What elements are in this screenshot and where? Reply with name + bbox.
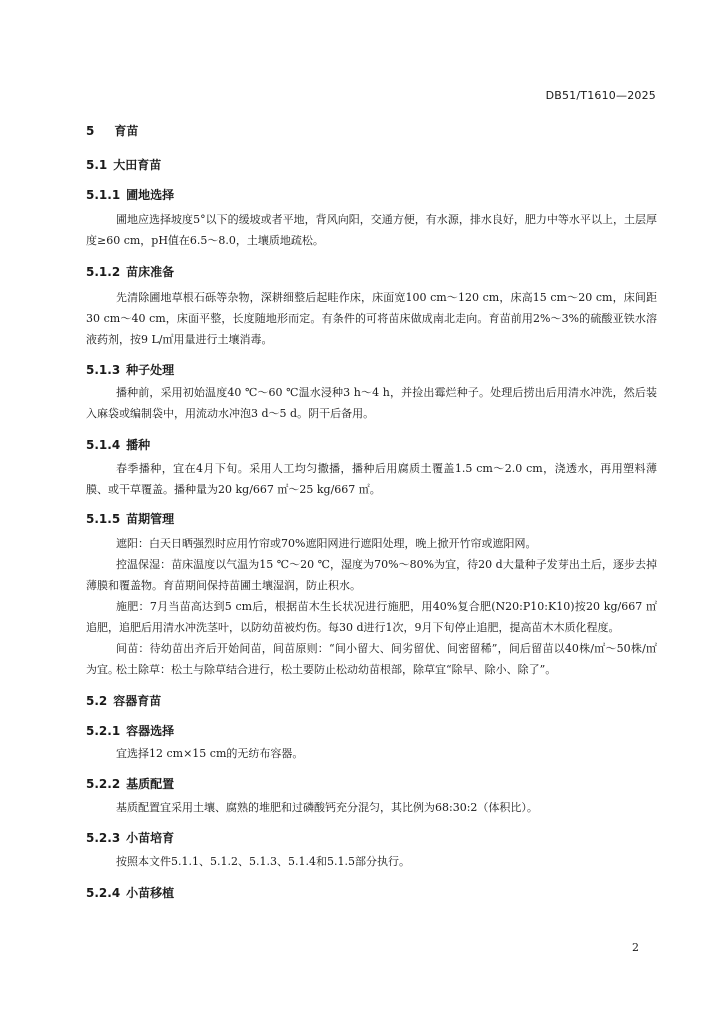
heading-title: 容器育苗 bbox=[113, 694, 162, 708]
heading-title: 苗期管理 bbox=[126, 512, 175, 526]
heading-5-1-2 bbox=[86, 263, 174, 280]
heading-number: 5.1.5 bbox=[86, 512, 121, 526]
heading-number: 5.1.4 bbox=[86, 438, 121, 452]
heading-5 bbox=[86, 122, 138, 139]
heading-title: 小苗移植 bbox=[126, 886, 175, 900]
heading-number: 5.2.4 bbox=[86, 886, 121, 900]
heading-title: 基质配置 bbox=[126, 777, 175, 791]
heading-5-2-3 bbox=[86, 829, 174, 846]
heading-number: 5.1.1 bbox=[86, 188, 121, 202]
paragraph-fertilization: 施肥：7月当苗高达到5 cm后，根据苗木生长状况进行施肥，用40%复合肥(N20:P10:K10)按20 kg/667 ㎡追肥，追肥后用清水冲洗茎叶，以防幼苗被灼伤。每30 d进行1次，9月下旬停止追肥，提高苗木木质化程度。 bbox=[86, 600, 657, 634]
heading-5-1-3 bbox=[86, 361, 174, 378]
heading-number: 5.2.3 bbox=[86, 831, 121, 845]
heading-title: 小苗培育 bbox=[126, 831, 175, 845]
heading-5-2-4 bbox=[86, 884, 174, 901]
heading-number: 5.1.2 bbox=[86, 265, 121, 279]
heading-5-2-2 bbox=[86, 775, 174, 792]
heading-5-1 bbox=[86, 156, 161, 173]
heading-5-2 bbox=[86, 692, 161, 709]
heading-number: 5.2.2 bbox=[86, 777, 121, 791]
heading-number: 5.1 bbox=[86, 158, 108, 172]
heading-5-2-1 bbox=[86, 722, 174, 739]
paragraph-5-1-4: 春季播种，宜在4月下旬。采用人工均匀撒播，播种后用腐质土覆盖1.5 cm～2.0 cm，浇透水，再用塑料薄膜、或干草覆盖。播种量为20 kg/667 ㎡～25 kg/667 ㎡。 bbox=[86, 462, 657, 496]
heading-number: 5.1.3 bbox=[86, 363, 121, 377]
heading-number: 5 bbox=[86, 124, 95, 138]
paragraph-5-1-2: 先清除圃地草根石砾等杂物，深耕细整后起畦作床，床面宽100 cm～120 cm，床高15 cm～20 cm，床间距30 cm～40 cm，床面平整，长度随地形而定。有条件的可将苗床做成南北走向。育苗前用2%～3%的硫酸亚铁水溶液药剂，按9 L/㎡用量进行土壤消毒。 bbox=[86, 291, 657, 346]
paragraph-temperature-humidity: 控温保湿：苗床温度以气温为15 ℃～20 ℃，湿度为70%～80%为宜，待20 d大量种子发芽出土后，逐步去掉薄膜和覆盖物。育苗期间保持苗圃土壤湿润，防止积水。 bbox=[86, 558, 657, 592]
heading-title: 容器选择 bbox=[126, 724, 175, 738]
heading-title: 播种 bbox=[126, 438, 151, 452]
heading-number: 5.2.1 bbox=[86, 724, 121, 738]
heading-title: 育苗 bbox=[114, 124, 139, 138]
document-code: DB51/T1610—2025 bbox=[545, 89, 656, 102]
paragraph-5-2-2: 基质配置宜采用土壤、腐熟的堆肥和过磷酸钙充分混匀，其比例为68:30:2（体积比）。 bbox=[116, 801, 538, 814]
heading-number: 5.2 bbox=[86, 694, 108, 708]
heading-5-1-5 bbox=[86, 510, 174, 527]
paragraph-5-2-3: 按照本文件5.1.1、5.1.2、5.1.3、5.1.4和5.1.5部分执行。 bbox=[116, 855, 410, 868]
page-number: 2 bbox=[632, 941, 639, 954]
heading-title: 大田育苗 bbox=[113, 158, 162, 172]
paragraph-shading: 遮阳：白天日晒强烈时应用竹帘或70%遮阳网进行遮阳处理，晚上掀开竹帘或遮阳网。 bbox=[116, 537, 537, 550]
heading-title: 圃地选择 bbox=[126, 188, 175, 202]
heading-title: 苗床准备 bbox=[126, 265, 175, 279]
paragraph-thinning: 间苗：待幼苗出齐后开始间苗，间苗原则：“间小留大、间劣留优、间密留稀”，间后留苗以40株/㎡～50株/㎡为宜。 bbox=[86, 642, 657, 676]
heading-title: 种子处理 bbox=[126, 363, 175, 377]
heading-5-1-4 bbox=[86, 436, 150, 453]
paragraph-5-1-3: 播种前，采用初始温度40 ℃～60 ℃温水浸种3 h～4 h，并捡出霉烂种子。处理后捞出后用清水冲洗，然后装入麻袋或编制袋中，用流动水冲泡3 d～5 d。阴干后备用。 bbox=[86, 386, 657, 420]
paragraph-5-1-1: 圃地应选择坡度5°以下的缓坡或者平地，背风向阳，交通方便，有水源，排水良好，肥力中等水平以上，土层厚度≥60 cm，pH值在6.5～8.0，土壤质地疏松。 bbox=[86, 213, 657, 247]
paragraph-5-2-1: 宜选择12 cm×15 cm的无纺布容器。 bbox=[116, 747, 304, 760]
paragraph-weeding: 松土除草：松土与除草结合进行，松土要防止松动幼苗根部，除草宜“除早、除小、除了”。 bbox=[116, 663, 557, 676]
heading-5-1-1 bbox=[86, 186, 174, 203]
